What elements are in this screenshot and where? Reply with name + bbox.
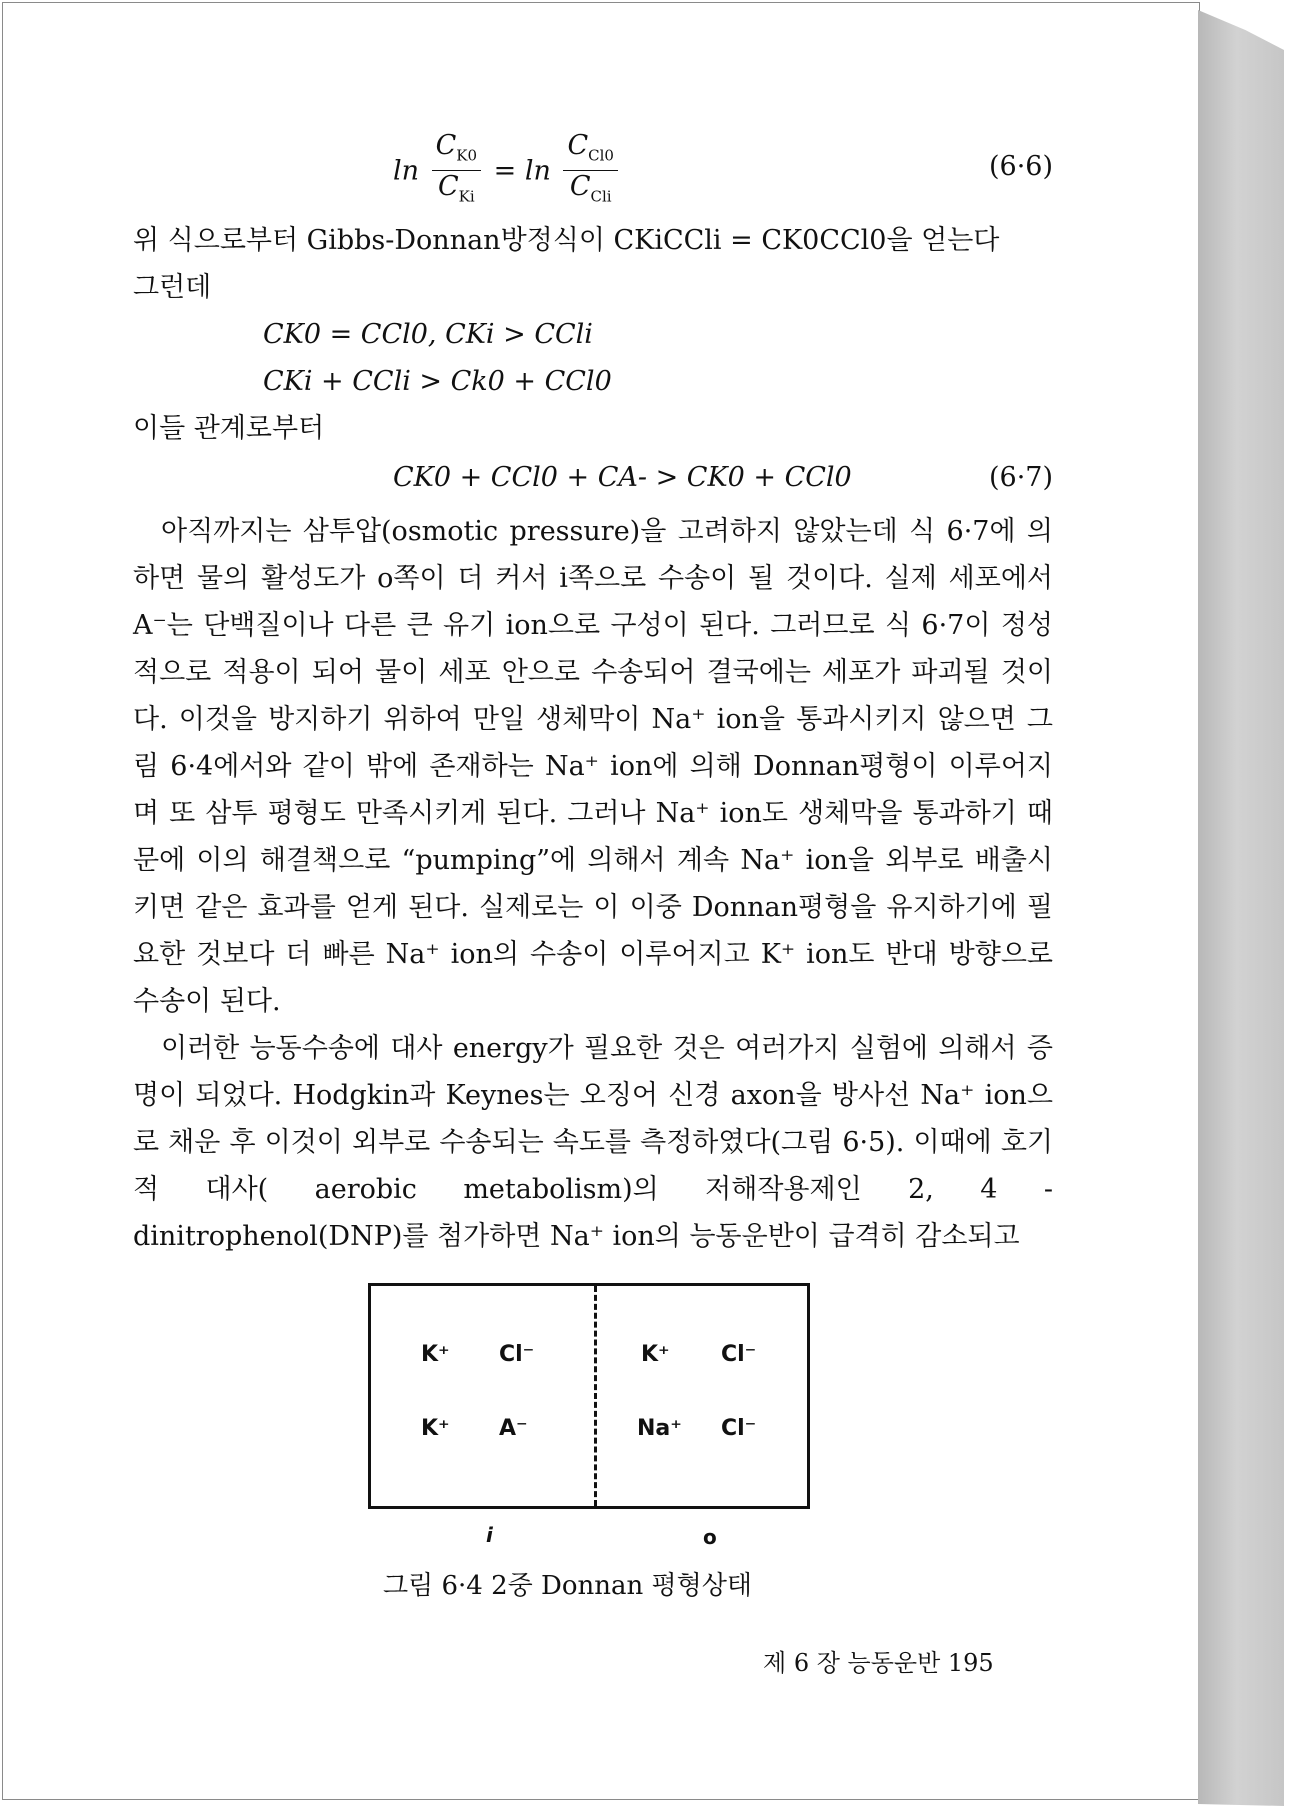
text-line: 그런데 [133, 272, 212, 303]
equation-number-6-7: (6·7) [988, 462, 1053, 493]
page-content [133, 123, 1053, 1260]
label-outside: o [703, 1525, 717, 1549]
page-footer: 제 6 장 능동운반 195 [763, 1649, 994, 1677]
book-page [2, 2, 1200, 1800]
ion-label: A⁻ [499, 1416, 528, 1441]
label-inside: i [486, 1523, 493, 1547]
equation-number-6-6: (6·6) [988, 151, 1053, 182]
ion-label: Na⁺ [637, 1416, 682, 1441]
equation-6-6: ln $\frac{C_{K0}}{C_{Ki}}$ = ln $\frac{C_{Cl0}}{C_{Cli}}$ (6·6) [393, 130, 1053, 206]
equation-6-7: CK0 + CCl0 + CA- > CK0 + CCl0 (6·7) [133, 452, 1053, 508]
ion-label: K⁺ [421, 1342, 450, 1367]
ion-label: K⁺ [421, 1416, 450, 1441]
paragraph: 아직까지는 삼투압(osmotic pressure)을 고려하지 않았는데 식 6·7에 의하면 물의 활성도가 o쪽이 더 커서 i쪽으로 수송이 될 것이다. 실제 세포에서 A⁻는 단백질이나 다른 큰 유기 ion으로 구성이 된다. 그러므로 식 6·7이 정성적으로 적용이 되어 물이 세포 안으로 수송되어 결국에는 세포가 파괴될 것이다. 이것을 방지하기 위하여 만일 생체막이 Na⁺ ion을 통과시키지 않으면 그림 6·4에서와 같이 밖에 존재하는 Na⁺ ion에 의해 Donnan평형이 이루어지며 또 삼투 평형도 만족시키게 된다. 그러나 Na⁺ ion도 생체막을 통과하기 때문에 이의 해결책으로 “pumping”에 의해서 계속 Na⁺ ion을 외부로 배출시키면 같은 효과를 얻게 된다. 실제로는 이 이중 Donnan평형을 유지하기에 필요한 것보다 더 빠른 Na⁺ ion의 수송이 이루어지고 K⁺ ion도 반대 방향으로 수송이 된다. [133, 516, 1053, 1017]
ion-label: Cl⁻ [721, 1416, 757, 1441]
page-edge-stack [1198, 10, 1284, 1806]
text-line: 이들 관계로부터 [133, 413, 325, 444]
paragraph: 이러한 능동수송에 대사 energy가 필요한 것은 여러가지 실험에 의해서 증명이 되었다. Hodgkin과 Keynes는 오징어 신경 axon을 방사선 Na⁺ ion으로 채운 후 이것이 외부로 수송되는 속도를 측정하였다(그림 6·5). 이때에 호기적 대사( aerobic metabolism)의 저해작용제인 2, 4 -dinitrophenol(DNP)를 첨가하면 Na⁺ ion의 능동운반이 급격히 감소되고 [133, 1033, 1053, 1252]
figure-caption: 그림 6·4 2중 Donnan 평형상태 [383, 1571, 752, 1601]
donnan-diagram [368, 1283, 810, 1509]
relation-line: CK0 = CCl0, CKi > CCli [263, 319, 593, 350]
ion-label: Cl⁻ [721, 1342, 757, 1367]
membrane-divider [594, 1286, 597, 1506]
relation-line: CKi + CCli > Ck0 + CCl0 [263, 366, 612, 397]
ion-label: K⁺ [641, 1342, 670, 1367]
text-line: 위 식으로부터 Gibbs-Donnan방정식이 CKiCCli = CK0CCl0을 얻는다 [133, 225, 1000, 256]
ion-label: Cl⁻ [499, 1342, 535, 1367]
